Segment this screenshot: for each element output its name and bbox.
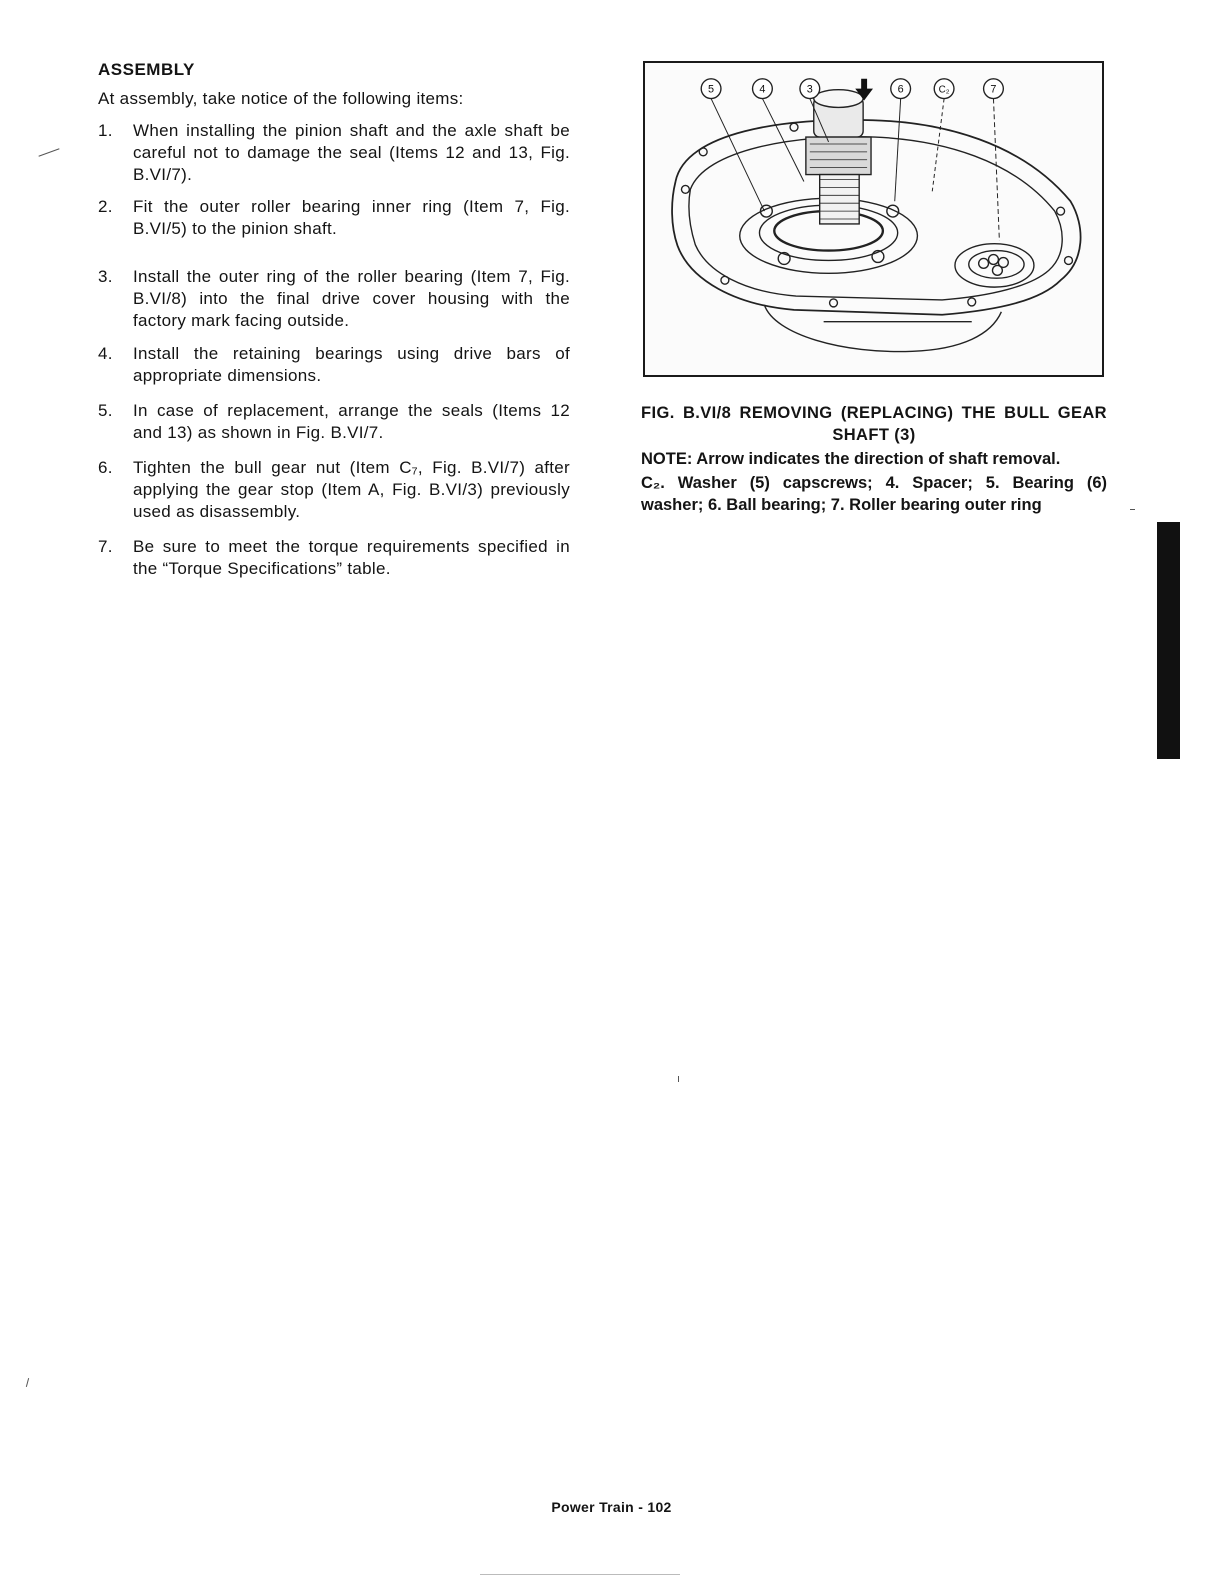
caption-legend: C₂. Washer (5) capscrews; 4. Spacer; 5. Bearing (6) washer; 6. Ball bearing; 7. Roller bearing outer ring <box>641 474 1107 514</box>
figure-bull-gear-shaft <box>643 61 1104 377</box>
list-item <box>98 266 570 332</box>
step-number: 7. <box>98 537 113 556</box>
callout-label: 7 <box>990 83 997 96</box>
callout-label: 4 <box>759 83 766 96</box>
step-number: 3. <box>98 267 113 286</box>
step-number: 2. <box>98 197 113 216</box>
step-text: Install the retaining bearings using drive bars of appropriate dimensions. <box>133 344 570 385</box>
list-item <box>98 400 570 444</box>
step-text: When installing the pinion shaft and the axle shaft be careful not to damage the seal (Items 12 and 13, Fig. B.VI/7). <box>133 121 570 184</box>
callout-label: C₂ <box>938 84 950 96</box>
step-number: 4. <box>98 344 113 363</box>
callout-label: 5 <box>708 83 715 96</box>
caption-title: FIG. B.VI/8 REMOVING (REPLACING) THE BULL GEAR SHAFT (3) <box>641 404 1107 444</box>
intro-text: At assembly, take notice of the following items: <box>98 89 464 108</box>
scan-mark <box>678 1076 679 1082</box>
callout-label: 6 <box>897 83 904 96</box>
list-item <box>98 120 570 186</box>
list-item <box>98 196 570 240</box>
step-text: In case of replacement, arrange the seals (Items 12 and 13) as shown in Fig. B.VI/7. <box>133 401 570 442</box>
section-tab-marker <box>1157 522 1180 759</box>
step-number: 1. <box>98 121 113 140</box>
page-footer: Power Train - 102 <box>551 1499 672 1515</box>
figure-caption <box>641 402 1107 516</box>
section-heading: ASSEMBLY <box>98 60 195 79</box>
step-text: Be sure to meet the torque requirements specified in the “Torque Specifications” table. <box>133 537 570 578</box>
scan-mark <box>480 1574 680 1575</box>
step-text: Install the outer ring of the roller bearing (Item 7, Fig. B.VI/8) into the final drive cover housing with the factory mark facing outside. <box>133 267 570 330</box>
bull-gear-illustration <box>645 63 1102 375</box>
scan-mark <box>26 1378 29 1387</box>
step-text: Tighten the bull gear nut (Item C₇, Fig. B.VI/7) after applying the gear stop (Item A, Fig. B.VI/3) previously used as disassembly. <box>133 458 570 521</box>
step-number: 5. <box>98 401 113 420</box>
list-item <box>98 343 570 387</box>
scan-mark <box>1130 509 1135 510</box>
step-number: 6. <box>98 458 113 477</box>
callout-label: 3 <box>806 83 813 96</box>
scan-mark <box>38 148 59 156</box>
caption-note: NOTE: Arrow indicates the direction of shaft removal. <box>641 450 1061 468</box>
steps-list <box>98 120 570 580</box>
list-item <box>98 457 570 523</box>
list-item <box>98 536 570 580</box>
assembly-section <box>98 60 570 580</box>
step-text: Fit the outer roller bearing inner ring (Item 7, Fig. B.VI/5) to the pinion shaft. <box>133 197 570 238</box>
